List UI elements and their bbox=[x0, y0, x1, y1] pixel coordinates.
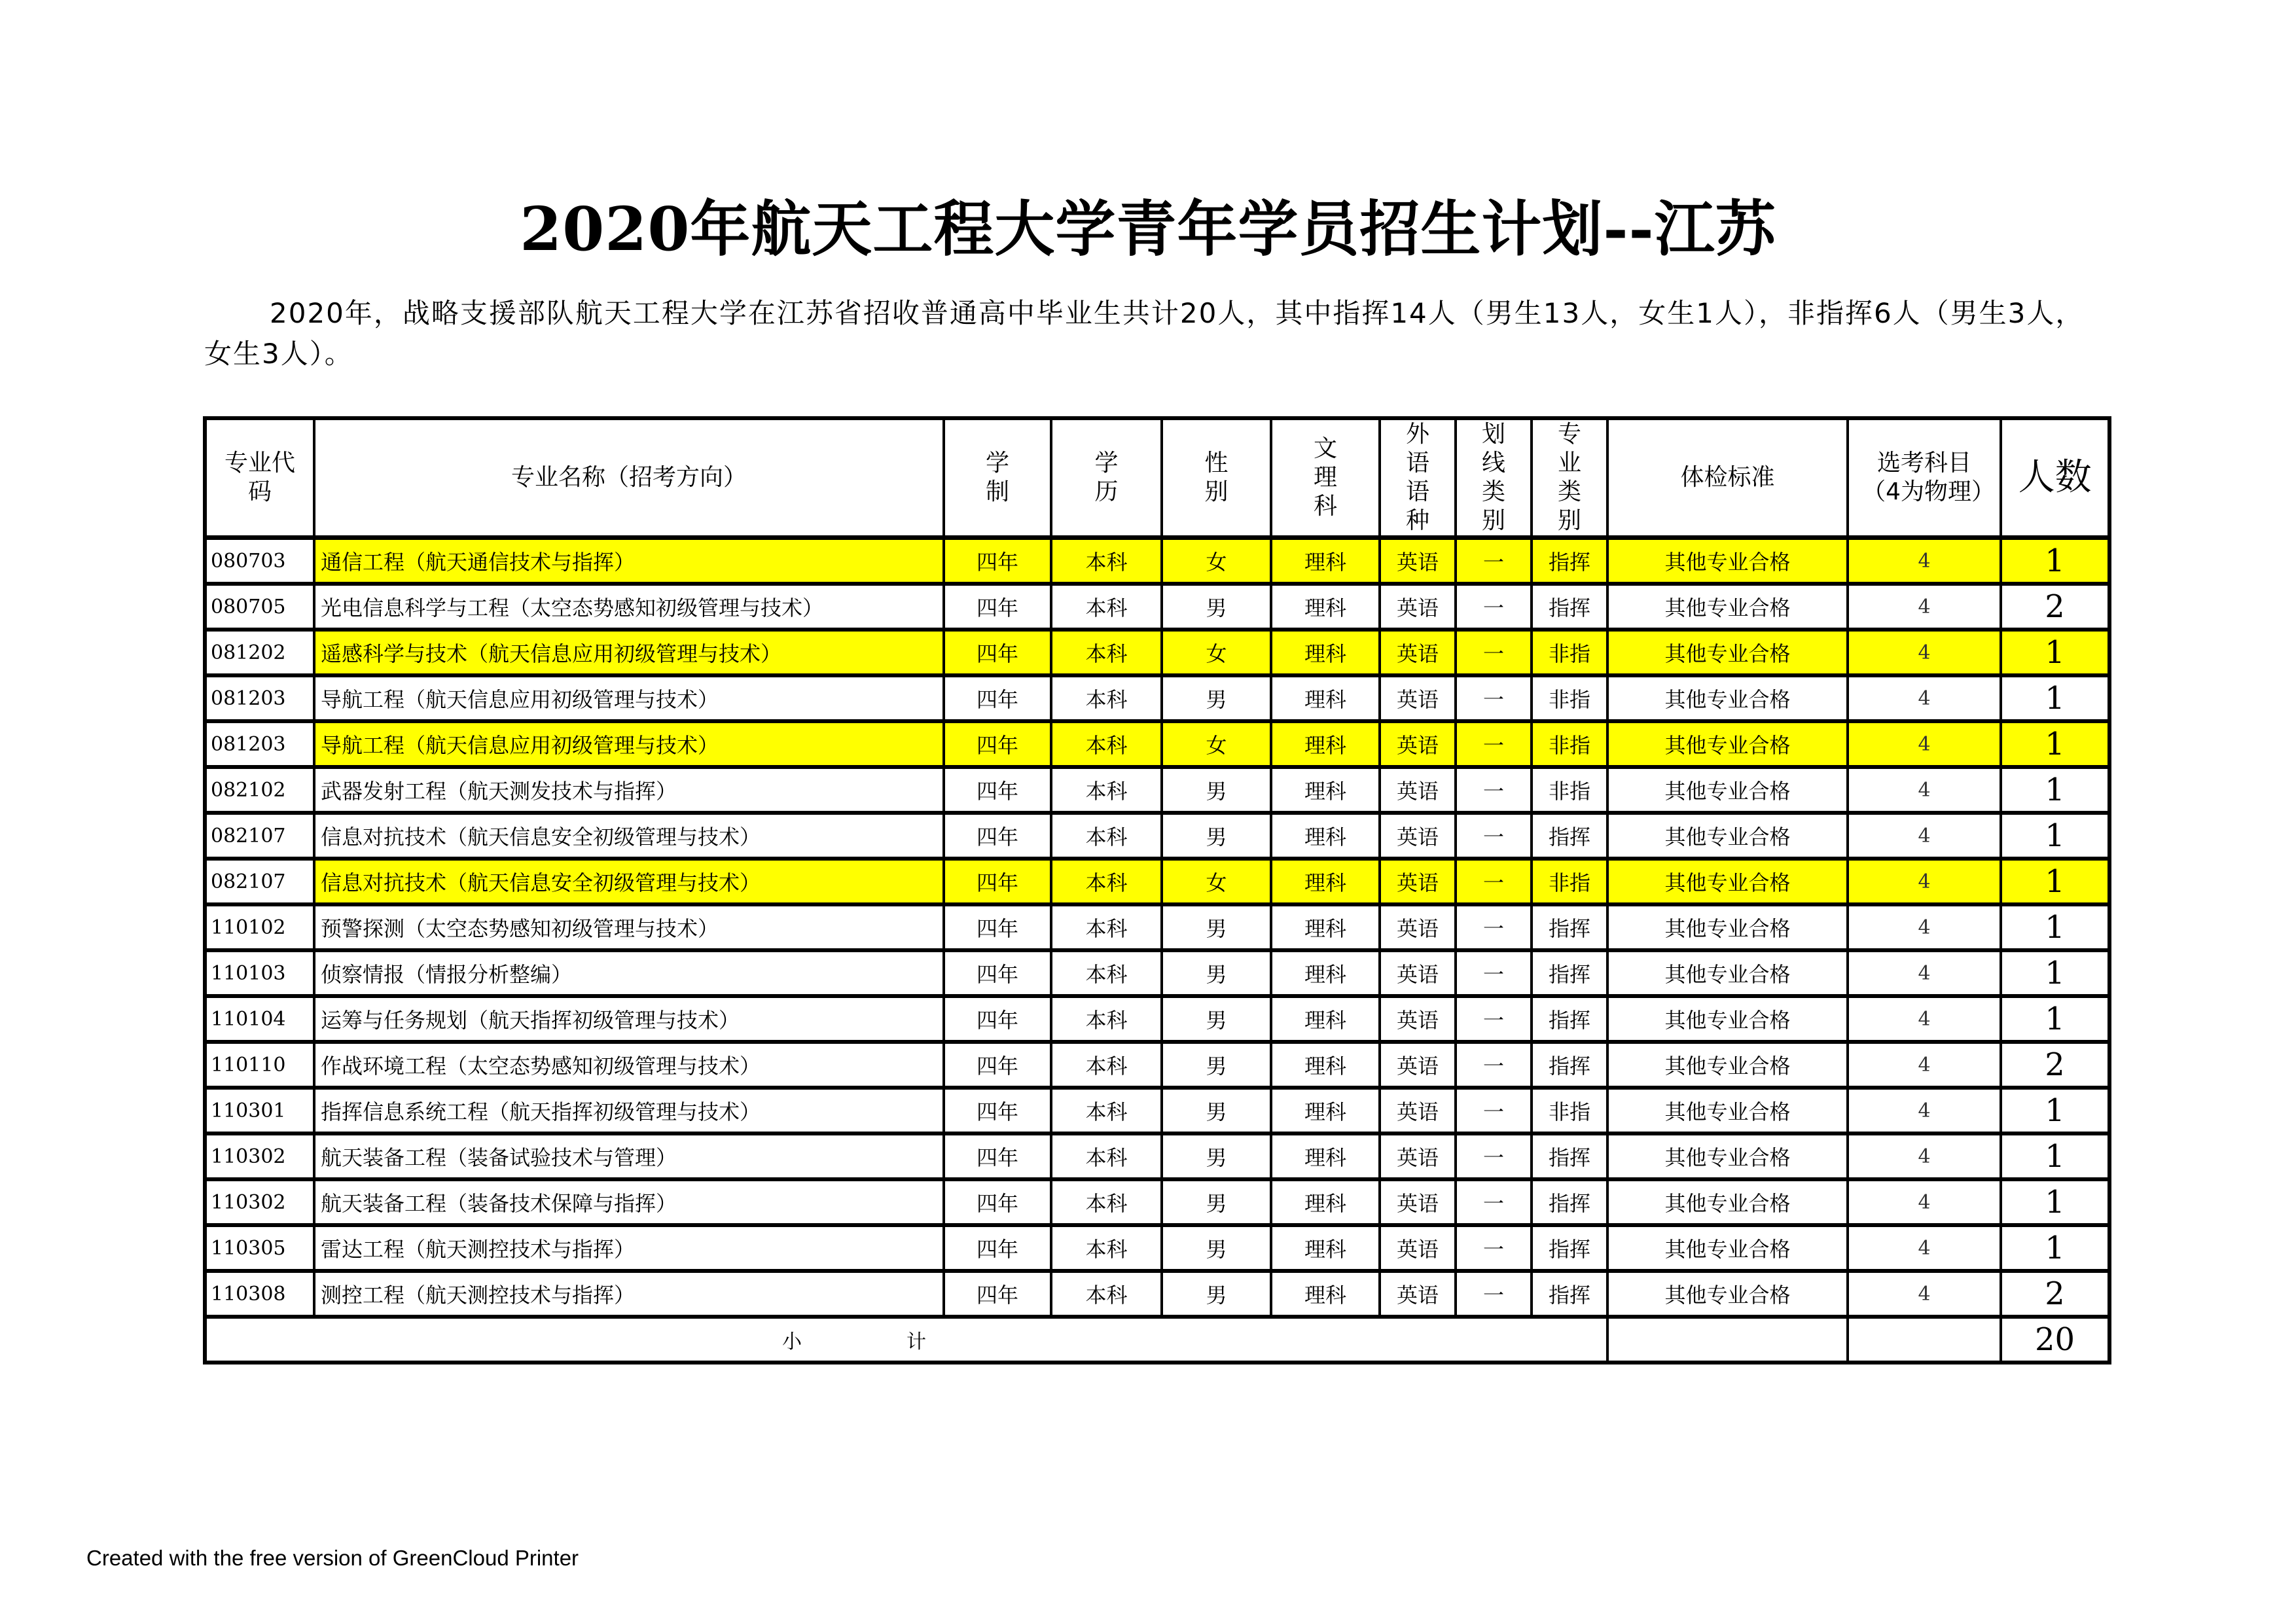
cell-degree: 本科 bbox=[1051, 721, 1162, 767]
cell-code: 110302 bbox=[205, 1133, 314, 1179]
table-row bbox=[205, 1042, 2109, 1088]
cell-code: 110104 bbox=[205, 996, 314, 1042]
cell-degree: 本科 bbox=[1051, 813, 1162, 859]
header-line-category: 划线类别 bbox=[1456, 418, 1532, 538]
cell-name: 预警探测（太空态势感知初级管理与技术） bbox=[314, 904, 944, 950]
cell-track: 理科 bbox=[1271, 1225, 1380, 1271]
cell-name: 信息对抗技术（航天信息安全初级管理与技术） bbox=[314, 813, 944, 859]
cell-count: 1 bbox=[2001, 1133, 2109, 1179]
table-row bbox=[205, 767, 2109, 813]
cell-line-category: 一 bbox=[1456, 1179, 1532, 1225]
cell-track: 理科 bbox=[1271, 584, 1380, 630]
cell-physical: 其他专业合格 bbox=[1607, 721, 1848, 767]
cell-name: 光电信息科学与工程（太空态势感知初级管理与技术） bbox=[314, 584, 944, 630]
cell-count: 2 bbox=[2001, 584, 2109, 630]
header-physical: 体检标准 bbox=[1607, 418, 1848, 538]
cell-name: 运筹与任务规划（航天指挥初级管理与技术） bbox=[314, 996, 944, 1042]
cell-language: 英语 bbox=[1380, 767, 1456, 813]
cell-duration: 四年 bbox=[944, 1042, 1051, 1088]
cell-physical: 其他专业合格 bbox=[1607, 584, 1848, 630]
cell-name: 作战环境工程（太空态势感知初级管理与技术） bbox=[314, 1042, 944, 1088]
cell-language: 英语 bbox=[1380, 950, 1456, 996]
table-row bbox=[205, 813, 2109, 859]
cell-name: 导航工程（航天信息应用初级管理与技术） bbox=[314, 675, 944, 721]
table-row bbox=[205, 1088, 2109, 1133]
table-row bbox=[205, 996, 2109, 1042]
cell-gender: 女 bbox=[1162, 538, 1271, 584]
header-duration: 学制 bbox=[944, 418, 1051, 538]
cell-major-category: 指挥 bbox=[1532, 1179, 1607, 1225]
cell-gender: 女 bbox=[1162, 859, 1271, 904]
cell-gender: 男 bbox=[1162, 675, 1271, 721]
cell-count: 1 bbox=[2001, 1088, 2109, 1133]
cell-language: 英语 bbox=[1380, 1133, 1456, 1179]
cell-gender: 男 bbox=[1162, 1179, 1271, 1225]
cell-code: 110301 bbox=[205, 1088, 314, 1133]
cell-physical: 其他专业合格 bbox=[1607, 538, 1848, 584]
cell-major-category: 指挥 bbox=[1532, 950, 1607, 996]
cell-physical: 其他专业合格 bbox=[1607, 996, 1848, 1042]
table-row bbox=[205, 1271, 2109, 1317]
cell-duration: 四年 bbox=[944, 584, 1051, 630]
subtotal-physical bbox=[1607, 1317, 1848, 1363]
cell-code: 110302 bbox=[205, 1179, 314, 1225]
header-name: 专业名称（招考方向） bbox=[314, 418, 944, 538]
cell-count: 1 bbox=[2001, 813, 2109, 859]
cell-track: 理科 bbox=[1271, 904, 1380, 950]
cell-subject: 4 bbox=[1848, 721, 2001, 767]
cell-duration: 四年 bbox=[944, 1225, 1051, 1271]
subtotal-label: 小计 bbox=[782, 1330, 1031, 1353]
cell-count: 1 bbox=[2001, 996, 2109, 1042]
cell-duration: 四年 bbox=[944, 996, 1051, 1042]
cell-line-category: 一 bbox=[1456, 859, 1532, 904]
table-row bbox=[205, 538, 2109, 584]
cell-track: 理科 bbox=[1271, 767, 1380, 813]
cell-code: 080703 bbox=[205, 538, 314, 584]
subtotal-count: 20 bbox=[2001, 1317, 2109, 1363]
cell-physical: 其他专业合格 bbox=[1607, 950, 1848, 996]
cell-subject: 4 bbox=[1848, 813, 2001, 859]
cell-count: 1 bbox=[2001, 950, 2109, 996]
cell-degree: 本科 bbox=[1051, 1088, 1162, 1133]
cell-track: 理科 bbox=[1271, 1179, 1380, 1225]
cell-major-category: 指挥 bbox=[1532, 996, 1607, 1042]
table-row bbox=[205, 1179, 2109, 1225]
cell-code: 081203 bbox=[205, 675, 314, 721]
cell-gender: 男 bbox=[1162, 950, 1271, 996]
cell-physical: 其他专业合格 bbox=[1607, 1179, 1848, 1225]
cell-code: 110308 bbox=[205, 1271, 314, 1317]
cell-degree: 本科 bbox=[1051, 1042, 1162, 1088]
cell-track: 理科 bbox=[1271, 721, 1380, 767]
cell-gender: 女 bbox=[1162, 630, 1271, 675]
cell-track: 理科 bbox=[1271, 1271, 1380, 1317]
cell-code: 082107 bbox=[205, 813, 314, 859]
cell-duration: 四年 bbox=[944, 767, 1051, 813]
cell-language: 英语 bbox=[1380, 721, 1456, 767]
header-code: 专业代码 bbox=[205, 418, 314, 538]
cell-subject: 4 bbox=[1848, 1042, 2001, 1088]
cell-duration: 四年 bbox=[944, 630, 1051, 675]
cell-name: 测控工程（航天测控技术与指挥） bbox=[314, 1271, 944, 1317]
cell-line-category: 一 bbox=[1456, 1088, 1532, 1133]
cell-name: 通信工程（航天通信技术与指挥） bbox=[314, 538, 944, 584]
cell-name: 信息对抗技术（航天信息安全初级管理与技术） bbox=[314, 859, 944, 904]
cell-name: 侦察情报（情报分析整编） bbox=[314, 950, 944, 996]
header-degree: 学历 bbox=[1051, 418, 1162, 538]
cell-subject: 4 bbox=[1848, 904, 2001, 950]
cell-language: 英语 bbox=[1380, 630, 1456, 675]
cell-duration: 四年 bbox=[944, 675, 1051, 721]
cell-duration: 四年 bbox=[944, 1088, 1051, 1133]
cell-degree: 本科 bbox=[1051, 584, 1162, 630]
cell-physical: 其他专业合格 bbox=[1607, 813, 1848, 859]
cell-major-category: 非指 bbox=[1532, 675, 1607, 721]
cell-line-category: 一 bbox=[1456, 584, 1532, 630]
cell-duration: 四年 bbox=[944, 1271, 1051, 1317]
cell-language: 英语 bbox=[1380, 996, 1456, 1042]
cell-count: 2 bbox=[2001, 1042, 2109, 1088]
cell-subject: 4 bbox=[1848, 675, 2001, 721]
cell-degree: 本科 bbox=[1051, 1179, 1162, 1225]
header-gender: 性别 bbox=[1162, 418, 1271, 538]
cell-name: 遥感科学与技术（航天信息应用初级管理与技术） bbox=[314, 630, 944, 675]
cell-count: 1 bbox=[2001, 1179, 2109, 1225]
cell-language: 英语 bbox=[1380, 904, 1456, 950]
cell-gender: 男 bbox=[1162, 767, 1271, 813]
cell-track: 理科 bbox=[1271, 1133, 1380, 1179]
cell-subject: 4 bbox=[1848, 1271, 2001, 1317]
cell-subject: 4 bbox=[1848, 950, 2001, 996]
cell-physical: 其他专业合格 bbox=[1607, 675, 1848, 721]
cell-code: 110305 bbox=[205, 1225, 314, 1271]
header-language: 外语语种 bbox=[1380, 418, 1456, 538]
table-row bbox=[205, 675, 2109, 721]
cell-major-category: 非指 bbox=[1532, 630, 1607, 675]
cell-code: 082102 bbox=[205, 767, 314, 813]
cell-subject: 4 bbox=[1848, 767, 2001, 813]
cell-language: 英语 bbox=[1380, 1271, 1456, 1317]
cell-line-category: 一 bbox=[1456, 904, 1532, 950]
cell-track: 理科 bbox=[1271, 996, 1380, 1042]
cell-physical: 其他专业合格 bbox=[1607, 1088, 1848, 1133]
cell-duration: 四年 bbox=[944, 1179, 1051, 1225]
watermark-footer: Created with the free version of GreenCloud Printer bbox=[86, 1546, 579, 1570]
cell-duration: 四年 bbox=[944, 538, 1051, 584]
cell-code: 080705 bbox=[205, 584, 314, 630]
cell-line-category: 一 bbox=[1456, 721, 1532, 767]
header-count: 人数 bbox=[2001, 418, 2109, 538]
cell-degree: 本科 bbox=[1051, 859, 1162, 904]
cell-track: 理科 bbox=[1271, 1042, 1380, 1088]
cell-major-category: 指挥 bbox=[1532, 1271, 1607, 1317]
cell-subject: 4 bbox=[1848, 538, 2001, 584]
cell-major-category: 指挥 bbox=[1532, 813, 1607, 859]
cell-language: 英语 bbox=[1380, 675, 1456, 721]
cell-count: 1 bbox=[2001, 1225, 2109, 1271]
cell-name: 航天装备工程（装备技术保障与指挥） bbox=[314, 1179, 944, 1225]
cell-degree: 本科 bbox=[1051, 1133, 1162, 1179]
cell-code: 081202 bbox=[205, 630, 314, 675]
cell-line-category: 一 bbox=[1456, 1225, 1532, 1271]
cell-code: 082107 bbox=[205, 859, 314, 904]
cell-gender: 男 bbox=[1162, 1225, 1271, 1271]
cell-line-category: 一 bbox=[1456, 767, 1532, 813]
cell-degree: 本科 bbox=[1051, 630, 1162, 675]
cell-degree: 本科 bbox=[1051, 1225, 1162, 1271]
cell-gender: 男 bbox=[1162, 996, 1271, 1042]
cell-language: 英语 bbox=[1380, 1179, 1456, 1225]
cell-degree: 本科 bbox=[1051, 538, 1162, 584]
header-subject: 选考科目（4为物理） bbox=[1848, 418, 2001, 538]
cell-track: 理科 bbox=[1271, 630, 1380, 675]
cell-major-category: 指挥 bbox=[1532, 1225, 1607, 1271]
cell-code: 110110 bbox=[205, 1042, 314, 1088]
cell-line-category: 一 bbox=[1456, 675, 1532, 721]
page-title: 2020年航天工程大学青年学员招生计划--江苏 bbox=[520, 194, 1776, 264]
cell-duration: 四年 bbox=[944, 950, 1051, 996]
cell-subject: 4 bbox=[1848, 1179, 2001, 1225]
cell-duration: 四年 bbox=[944, 721, 1051, 767]
cell-line-category: 一 bbox=[1456, 950, 1532, 996]
cell-subject: 4 bbox=[1848, 584, 2001, 630]
cell-line-category: 一 bbox=[1456, 1133, 1532, 1179]
cell-degree: 本科 bbox=[1051, 904, 1162, 950]
cell-name: 武器发射工程（航天测发技术与指挥） bbox=[314, 767, 944, 813]
table-row bbox=[205, 630, 2109, 675]
intro-paragraph: 2020年，战略支援部队航天工程大学在江苏省招收普通高中毕业生共计20人，其中指挥14人（男生13人，女生1人），非指挥6人（男生3人，女生3人）。 bbox=[204, 297, 2085, 370]
cell-line-category: 一 bbox=[1456, 813, 1532, 859]
cell-physical: 其他专业合格 bbox=[1607, 1133, 1848, 1179]
cell-subject: 4 bbox=[1848, 630, 2001, 675]
cell-count: 1 bbox=[2001, 859, 2109, 904]
cell-count: 1 bbox=[2001, 630, 2109, 675]
cell-name: 指挥信息系统工程（航天指挥初级管理与技术） bbox=[314, 1088, 944, 1133]
cell-major-category: 指挥 bbox=[1532, 904, 1607, 950]
cell-physical: 其他专业合格 bbox=[1607, 630, 1848, 675]
cell-gender: 女 bbox=[1162, 721, 1271, 767]
cell-major-category: 指挥 bbox=[1532, 1042, 1607, 1088]
cell-duration: 四年 bbox=[944, 813, 1051, 859]
header-row bbox=[205, 418, 2109, 538]
cell-language: 英语 bbox=[1380, 1225, 1456, 1271]
cell-line-category: 一 bbox=[1456, 1271, 1532, 1317]
enrollment-table bbox=[203, 416, 2111, 1364]
cell-degree: 本科 bbox=[1051, 767, 1162, 813]
table-row bbox=[205, 1225, 2109, 1271]
cell-gender: 男 bbox=[1162, 1133, 1271, 1179]
cell-major-category: 指挥 bbox=[1532, 584, 1607, 630]
cell-subject: 4 bbox=[1848, 859, 2001, 904]
cell-subject: 4 bbox=[1848, 1133, 2001, 1179]
cell-major-category: 指挥 bbox=[1532, 538, 1607, 584]
cell-gender: 男 bbox=[1162, 904, 1271, 950]
cell-major-category: 非指 bbox=[1532, 721, 1607, 767]
cell-name: 航天装备工程（装备试验技术与管理） bbox=[314, 1133, 944, 1179]
cell-physical: 其他专业合格 bbox=[1607, 1271, 1848, 1317]
cell-name: 导航工程（航天信息应用初级管理与技术） bbox=[314, 721, 944, 767]
cell-degree: 本科 bbox=[1051, 675, 1162, 721]
header-major-category: 专业类别 bbox=[1532, 418, 1607, 538]
cell-physical: 其他专业合格 bbox=[1607, 904, 1848, 950]
table-row bbox=[205, 1133, 2109, 1179]
header-track: 文理科 bbox=[1271, 418, 1380, 538]
table-row bbox=[205, 721, 2109, 767]
cell-track: 理科 bbox=[1271, 813, 1380, 859]
cell-track: 理科 bbox=[1271, 859, 1380, 904]
cell-count: 1 bbox=[2001, 675, 2109, 721]
cell-subject: 4 bbox=[1848, 996, 2001, 1042]
cell-track: 理科 bbox=[1271, 538, 1380, 584]
cell-physical: 其他专业合格 bbox=[1607, 767, 1848, 813]
cell-language: 英语 bbox=[1380, 1042, 1456, 1088]
cell-language: 英语 bbox=[1380, 1088, 1456, 1133]
table-row bbox=[205, 950, 2109, 996]
cell-count: 1 bbox=[2001, 904, 2109, 950]
cell-duration: 四年 bbox=[944, 904, 1051, 950]
cell-language: 英语 bbox=[1380, 813, 1456, 859]
cell-line-category: 一 bbox=[1456, 996, 1532, 1042]
subtotal-label-cell bbox=[205, 1317, 1607, 1363]
cell-track: 理科 bbox=[1271, 950, 1380, 996]
table-row bbox=[205, 584, 2109, 630]
cell-subject: 4 bbox=[1848, 1088, 2001, 1133]
cell-duration: 四年 bbox=[944, 859, 1051, 904]
cell-count: 1 bbox=[2001, 767, 2109, 813]
cell-major-category: 指挥 bbox=[1532, 1133, 1607, 1179]
cell-degree: 本科 bbox=[1051, 1271, 1162, 1317]
subtotal-row bbox=[205, 1317, 2109, 1363]
cell-code: 110102 bbox=[205, 904, 314, 950]
cell-degree: 本科 bbox=[1051, 950, 1162, 996]
cell-code: 110103 bbox=[205, 950, 314, 996]
cell-gender: 男 bbox=[1162, 1271, 1271, 1317]
cell-count: 1 bbox=[2001, 721, 2109, 767]
cell-count: 1 bbox=[2001, 538, 2109, 584]
cell-line-category: 一 bbox=[1456, 1042, 1532, 1088]
table-row bbox=[205, 904, 2109, 950]
cell-major-category: 非指 bbox=[1532, 767, 1607, 813]
cell-track: 理科 bbox=[1271, 675, 1380, 721]
subtotal-subject bbox=[1848, 1317, 2001, 1363]
cell-language: 英语 bbox=[1380, 859, 1456, 904]
cell-line-category: 一 bbox=[1456, 538, 1532, 584]
cell-name: 雷达工程（航天测控技术与指挥） bbox=[314, 1225, 944, 1271]
cell-gender: 男 bbox=[1162, 1088, 1271, 1133]
cell-track: 理科 bbox=[1271, 1088, 1380, 1133]
cell-major-category: 非指 bbox=[1532, 859, 1607, 904]
cell-subject: 4 bbox=[1848, 1225, 2001, 1271]
cell-duration: 四年 bbox=[944, 1133, 1051, 1179]
table-row bbox=[205, 859, 2109, 904]
cell-degree: 本科 bbox=[1051, 996, 1162, 1042]
cell-code: 081203 bbox=[205, 721, 314, 767]
cell-line-category: 一 bbox=[1456, 630, 1532, 675]
cell-language: 英语 bbox=[1380, 538, 1456, 584]
cell-gender: 男 bbox=[1162, 1042, 1271, 1088]
cell-gender: 男 bbox=[1162, 584, 1271, 630]
cell-physical: 其他专业合格 bbox=[1607, 1042, 1848, 1088]
cell-physical: 其他专业合格 bbox=[1607, 859, 1848, 904]
cell-language: 英语 bbox=[1380, 584, 1456, 630]
cell-gender: 男 bbox=[1162, 813, 1271, 859]
cell-physical: 其他专业合格 bbox=[1607, 1225, 1848, 1271]
cell-major-category: 非指 bbox=[1532, 1088, 1607, 1133]
cell-count: 2 bbox=[2001, 1271, 2109, 1317]
